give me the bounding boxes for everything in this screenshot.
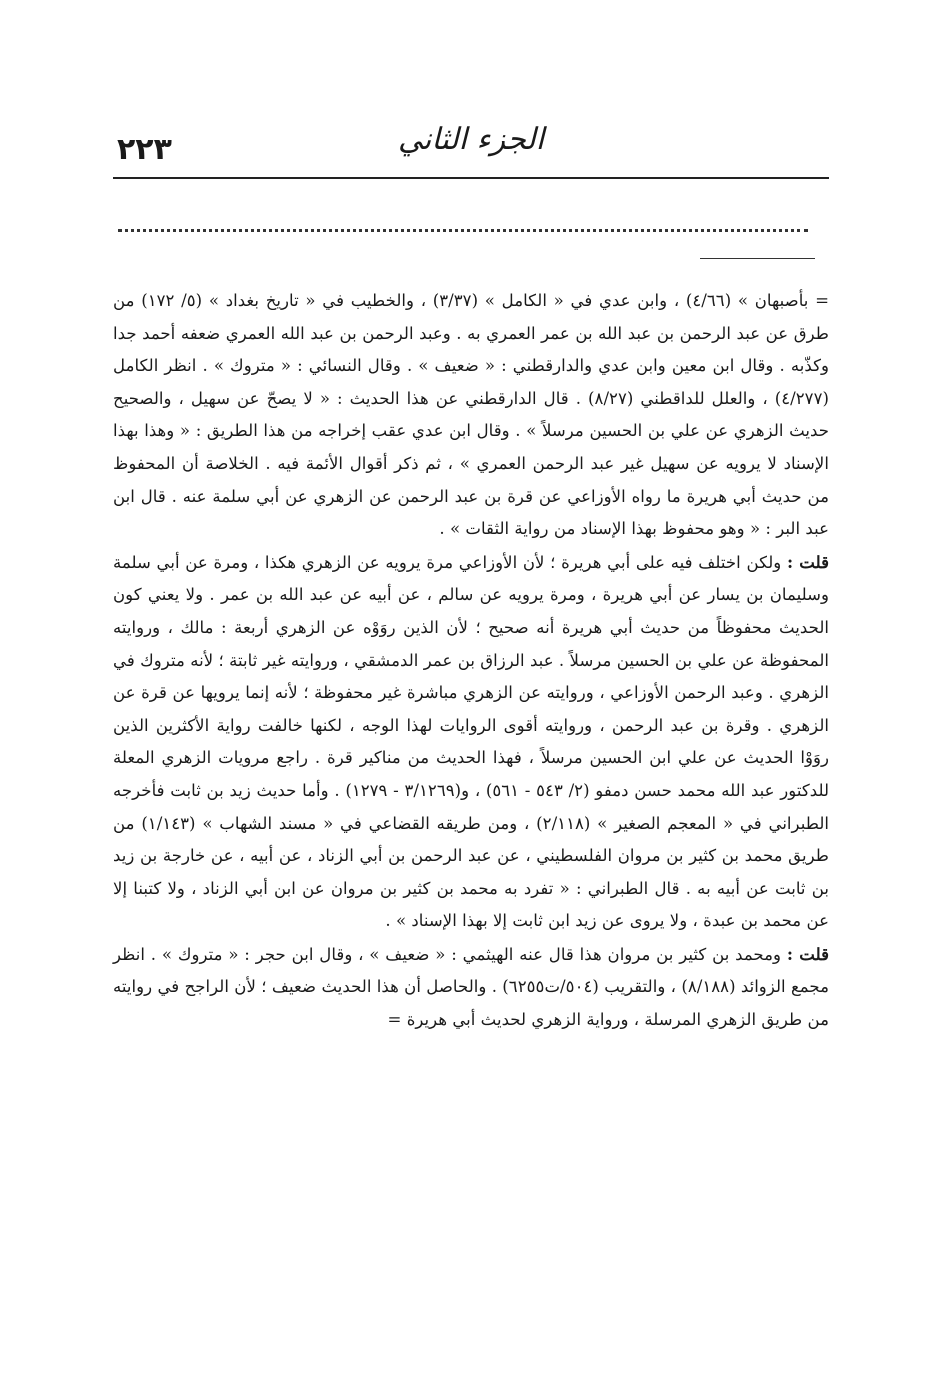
running-title: الجزء الثاني: [397, 122, 545, 157]
paragraph-text: ولكن اختلف فيه على أبي هريرة ؛ لأن الأوزاعي مرة يرويه عن الزهري هكذا ، ومرة عن أبي سلمة وسليمان بن يسار عن أبي هريرة ، ومرة يرويه عن سالم ، عن أبيه عن عبد الله بن عمر . ولا يعني كون الحديث محفوظاً من حديث أبي هريرة أنه صحيح ؛ لأن الذين روَوْه عن الزهري أربعة : مالك ، وروايته المحفوظة عن علي بن الحسين مرسلاً . عبد الرزاق بن عمر الدمشقي ، وروايته غير ثابتة ؛ لأنه متروك في الزهري . وعبد الرحمن الأوزاعي ، وروايته عن الزهري مباشرة غير محفوظة ؛ لأنه إنما يرويها عن قرة عن الزهري . وقرة بن عبد الرحمن ، وروايته أقوى الروايات لهذا الوجه ، لكنها خالفت رواية الأكثرين الذين روَوْا الحديث عن علي ابن الحسين مرسلاً ، فهذا الحديث من مناكير قرة . راجع مرويات الزهري المعلة للدكتور عبد الله محمد حسن دمفو (٢/ ٥٤٣ - ٥٦١) ، و(٣/١٢٦٩ - ١٢٧٩) . وأما حديث زيد بن ثابت فأخرجه الطبراني في « المعجم الصغير » (٢/١١٨) ، ومن طريقه القضاعي في « مسند الشهاب » (١/١٤٣) من طريق محمد بن كثير بن مروان الفلسطيني ، عن عبد الرحمن بن أبي الزناد ، عن أبيه ، عن خارجة بن زيد بن ثابت عن أبيه به . قال الطبراني : « تفرد به محمد بن كثير بن مروان عن ابن أبي الزناد ، ولا كتبنا إلا عن محمد بن عبدة ، ولا يروى عن زيد ابن ثابت إلا بهذا الإسناد » .: [113, 552, 830, 931]
footnote-text: [113, 285, 829, 1037]
page-header: [113, 118, 829, 174]
paragraph: [113, 285, 829, 546]
footnote-rule: [700, 258, 815, 259]
page-number: ٢٢٣: [117, 132, 172, 167]
paragraph-lead: قلت :: [787, 551, 830, 572]
paragraph-lead: قلت :: [786, 943, 830, 964]
paragraph: [113, 546, 829, 938]
paragraph-text: ومحمد بن كثير بن مروان هذا قال عنه الهيثمي : « ضعيف » ، وقال ابن حجر : « متروك » . انظر مجمع الزوائد (٨/١٨٨) ، والتقريب (٥٠٤/ت٦٢٥٥) . والحاصل أن هذا الحديث ضعيف ؛ لأن الراجح في روايته من طريق الزهري المرسلة ، ورواية الزهري لحديث أبي هريرة =: [113, 944, 829, 1030]
dotted-separator: [118, 229, 808, 232]
header-rule: [113, 177, 829, 179]
paragraph: [113, 938, 829, 1037]
paragraph-text: = بأصبهان » (٤/٦٦) ، وابن عدي في « الكامل » (٣/٣٧) ، والخطيب في « تاريخ بغداد » (٥/ ١٧٢) من طرق عن عبد الرحمن بن عبد الله بن عمر العمري به . وعبد الرحمن بن عبد الله العمري ضعفه أحمد جدا وكذّبه . وقال ابن معين وابن عدي والدارقطني : « ضعيف » . وقال النسائي : « متروك » . انظر الكامل (٤/٢٧٧) ، والعلل للداقطني (٨/٢٧) . قال الدارقطني عن هذا الحديث : « لا يصحّ عن سهيل ، والصحيح حديث الزهري عن علي بن الحسين مرسلاً » . وقال ابن عدي عقب إخراجه من هذا الطريق : « وهذا بهذا الإسناد لا يرويه عن سهيل غير عبد الرحمن العمري » ، ثم ذكر أقوال الأئمة فيه . الخلاصة أن المحفوظ من حديث أبي هريرة ما رواه الأوزاعي عن قرة بن عبد الرحمن عن الزهري عن أبي سلمة عنه . قال ابن عبد البر : « وهو محفوظ بهذا الإسناد من رواية الثقات » .: [113, 291, 829, 539]
